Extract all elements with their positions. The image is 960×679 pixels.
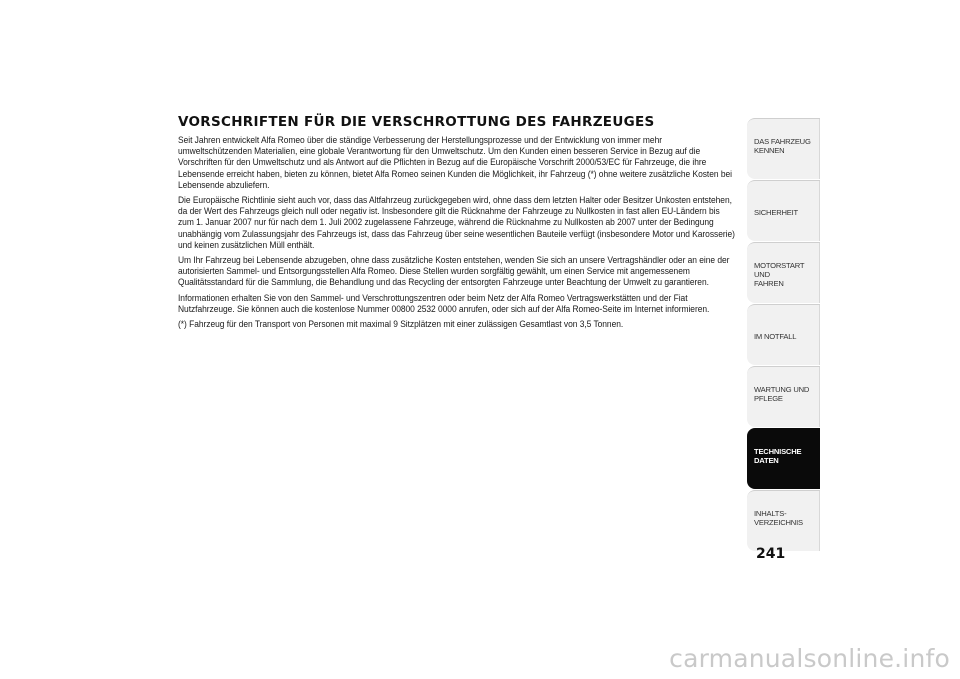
tab-divider [819,243,820,303]
tab-technische-daten[interactable] [747,428,820,489]
tab-label-line2: DATEN [754,456,779,465]
tab-label-line1: WARTUNG UND [754,385,810,394]
tab-label-line2: VERZEICHNIS [754,518,803,527]
tab-wartung-und-pflege[interactable] [747,366,820,427]
tab-divider [819,181,820,241]
tab-label-line1: IM NOTFALL [754,332,797,341]
tab-inhaltsverzeichnis[interactable] [747,490,820,551]
tab-label-line2: KENNEN [754,146,785,155]
tab-label-line1: INHALTS- [754,509,787,518]
tab-label-line1: DAS FAHRZEUG [754,137,811,146]
paragraph-intro: Seit Jahren entwickelt Alfa Romeo über die ständige Verbesserung der Herstellungsprozesse und der Entwicklung von immer mehr umweltschützenden Materialien, eine globale Verantwortung für den Umweltschutz. Um den Kunden einen besseren Service in Bezug auf die Vorschriften für den Umweltschutz und als Antwort auf die Pflichten in Bezug auf die Europäische Vorschrift 2000/53/EC für Fahrzeuge, die ihre Lebensende erreicht haben, bieten zu können, bietet Alfa Romeo seinen Kunden die Möglichkeit, ihr Fahrzeug (*) ohne weitere zusätzliche Kosten bei Lebensende abzuliefern. [178,135,732,191]
page-title: VORSCHRIFTEN FÜR DIE VERSCHROTTUNG DES FAHRZEUGES [178,114,655,130]
tab-divider [819,491,820,551]
tab-label-line1: MOTORSTART UND [754,261,805,279]
paragraph-information: Informationen erhalten Sie von den Sammel- und Verschrottungszentren oder beim Netz der Alfa Romeo Vertragswerkstätten und der Fiat Nutzfahrzeuge. Sie können auch die kostenlose Nummer 00800 2532 0000 anrufen, oder sich auf der Alfa Romeo-Seite im Internet informieren. [178,292,710,315]
main-content [178,114,738,334]
paragraph-directive: Die Europäische Richtlinie sieht auch vor, dass das Altfahrzeug zurückgegeben wird, ohne dass dem letzten Halter oder Besitzer Unkosten entstehen, da der Wert des Fahrzeugs gleich null oder negativ ist. Insbesondere gilt die Rücknahme der Fahrzeuge zu Nullkosten in fast allen EU-Ländern bis zum 1. Januar 2007 nur für nach dem 1. Juli 2002 zugelassene Fahrzeuge, während die Rücknahme zu Nullkosten ab 2007 unter der Bedingung unabhängig vom Zulassungsjahr des Fahrzeugs ist, dass das Fahrzeug über seine wesentlichen Bauteile verfügt (insbesondere Motor und Karosserie) und keinen zusätzlichen Müll enthält. [178,195,735,251]
tab-sicherheit[interactable] [747,180,820,241]
paragraph-footnote: (*) Fahrzeug für den Transport von Personen mit maximal 9 Sitzplätzen mit einer zulässigen Gesamtlast von 3,5 Tonnen. [178,319,624,331]
watermark-text: carmanualsonline.info [669,644,950,673]
tab-motorstart-und-fahren[interactable] [747,242,820,303]
tab-label-line2: FAHREN [754,279,784,288]
tab-das-fahrzeug-kennen[interactable] [747,118,820,179]
page-number: 241 [756,546,786,562]
paragraph-dealers: Um Ihr Fahrzeug bei Lebensende abzugeben, ohne dass zusätzliche Kosten entstehen, wenden Sie sich an unsere Vertragshändler oder an eine der autorisierten Sammel- und Entsorgungsstellen Alfa Romeo. Diese Stellen wurden sorgfältig gewählt, um einen Service mit angemessenem Qualitätsstandard für die Sammlung, die Behandlung und das Recycling der entsorgten Fahrzeuge unter Beachtung der Umwelt zu garantieren. [178,255,730,289]
tab-label-line2: PFLEGE [754,394,783,403]
chapter-sidebar [747,118,820,552]
tab-label-line1: SICHERHEIT [754,208,798,217]
tab-label-line1: TECHNISCHE [754,447,802,456]
tab-im-notfall[interactable] [747,304,820,365]
tab-divider [819,367,820,427]
tab-divider [819,119,820,179]
tab-divider [819,305,820,365]
